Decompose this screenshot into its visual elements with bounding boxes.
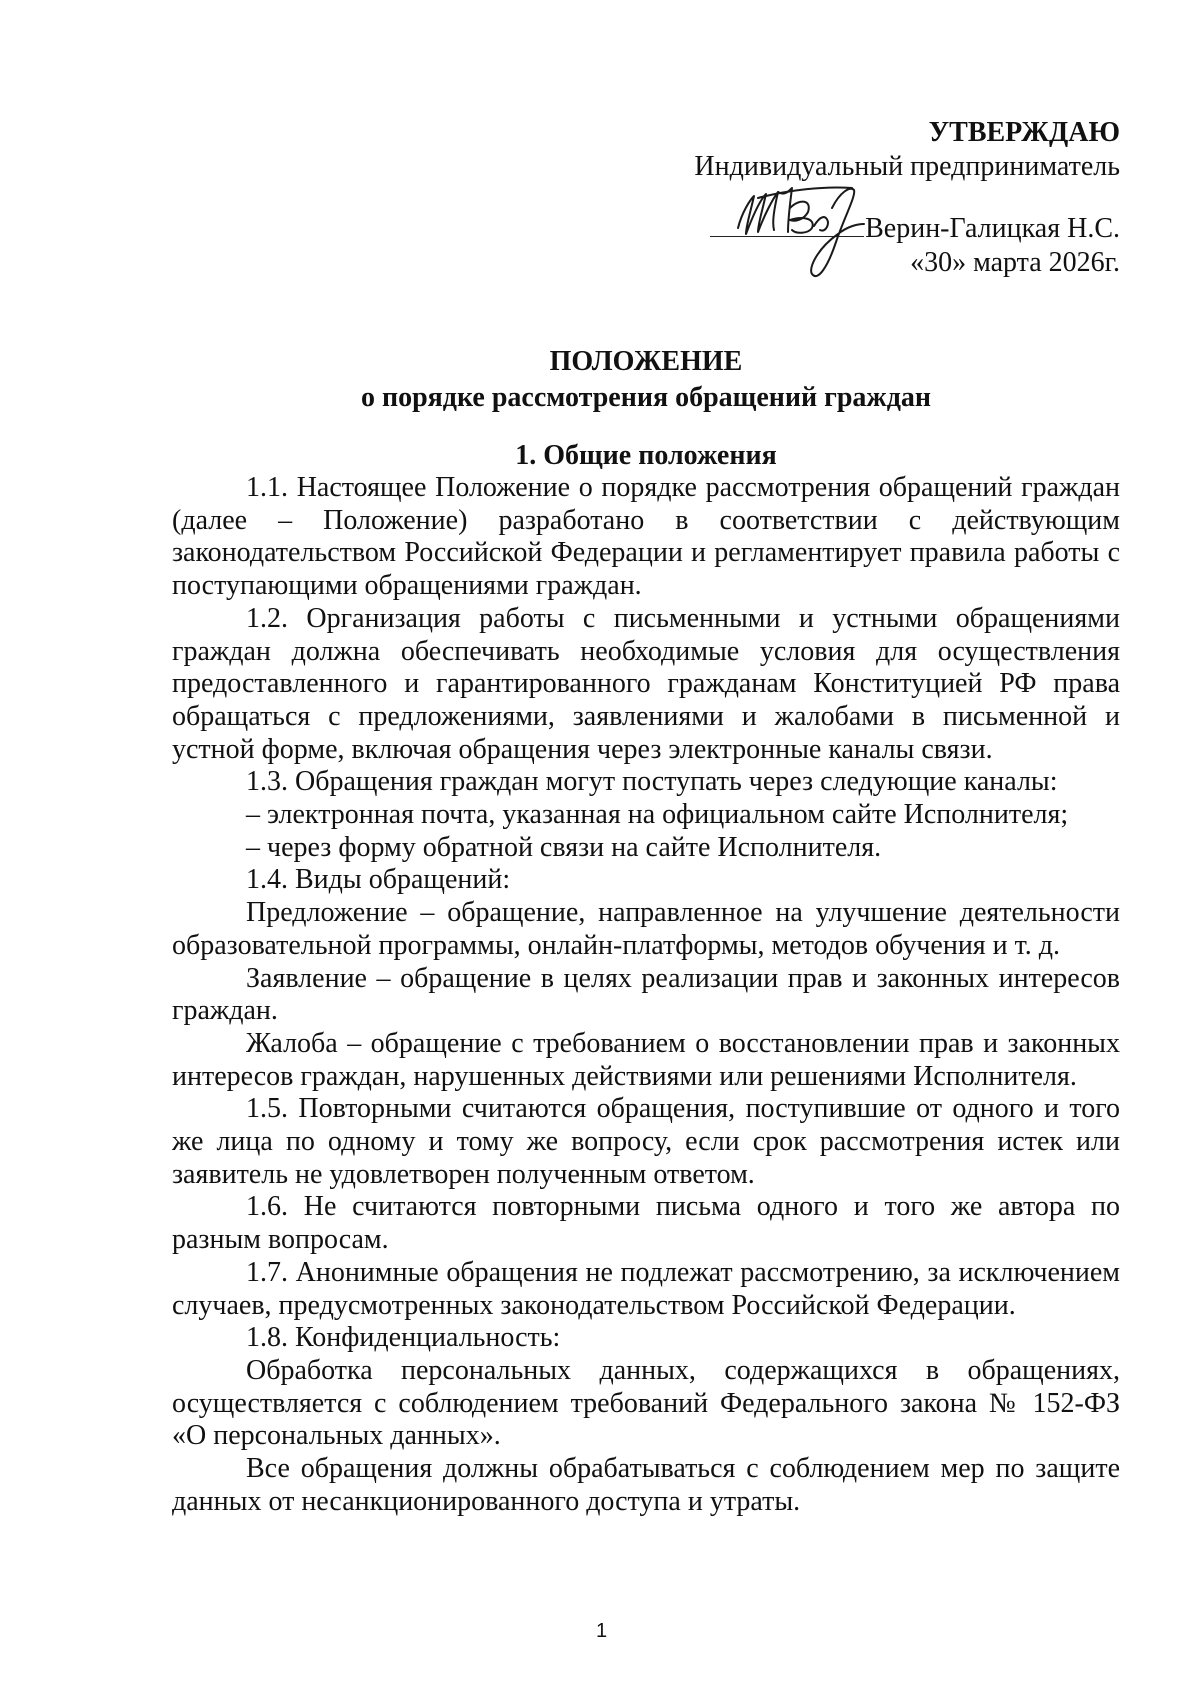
section-title: 1. Общие положения — [515, 440, 777, 471]
paragraph-1-7: 1.7. Анонимные обращения не подлежат рассмотрению, за исключением случаев, предусмотренных законодательством Российской Федерации. — [172, 1256, 1120, 1321]
list-item-email: – электронная почта, указанная на официальном сайте Исполнителя; — [246, 799, 1069, 831]
paragraph-1-5: 1.5. Повторными считаются обращения, поступившие от одного и того же лица по одному и тому же вопросу, если срок рассмотрения истек или заявитель не удовлетворен полученным ответом. — [172, 1093, 1120, 1190]
document-heading — [172, 344, 1120, 416]
paragraph-1-8: 1.8. Конфиденциальность: — [246, 1322, 561, 1354]
document-title: ПОЛОЖЕНИЕ — [549, 346, 743, 377]
definition-complaint: Жалоба – обращение с требованием о восстановлении прав и законных интересов граждан, нарушенных действиями или решениями Исполнителя. — [172, 1027, 1120, 1092]
data-protection-paragraph: Все обращения должны обрабатываться с соблюдением мер по защите данных от несанкционированного доступа и утраты. — [172, 1453, 1120, 1517]
handwritten-signature — [728, 178, 868, 298]
paragraph-1-6: 1.6. Не считаются повторными письма одного и того же автора по разным вопросам. — [172, 1191, 1120, 1256]
definition-statement: Заявление – обращение в целях реализации прав и законных интересов граждан. — [172, 962, 1120, 1027]
section-body — [172, 472, 1120, 1519]
personal-data-paragraph: Обработка персональных данных, содержащихся в обращениях, осуществляется с соблюдением требований Федерального закона № 152-ФЗ «О персональных данных». — [172, 1354, 1120, 1452]
paragraph-1-3: 1.3. Обращения граждан могут поступать через следующие каналы: — [246, 766, 1058, 798]
document-subtitle: о порядке рассмотрения обращений граждан — [360, 382, 932, 413]
paragraph-1-2: 1.2. Организация работы с письменными и устными обращениями граждан должна обеспечивать необходимые условия для осуществления предоставленного и гарантированного гражданам Конституцией РФ права обращаться с предложениями, заявлениями и жалобами в письменной и устной форме, включая обращения через электронные каналы связи. — [172, 602, 1120, 765]
approver-position: Индивидуальный предприниматель — [694, 151, 1120, 182]
definition-proposal: Предложение – обращение, направленное на улучшение деятельности образовательной программы, онлайн-платформы, методов обучения и т. д. — [172, 897, 1120, 961]
paragraph-1-1: 1.1. Настоящее Положение о порядке рассмотрения обращений граждан (далее – Положение) разработано в соответствии с действующим законодательством Российской Федерации и регламентирует правила работы с поступающими обращениями граждан. — [172, 472, 1120, 602]
approval-title: УТВЕРЖДАЮ — [928, 117, 1120, 148]
page-number: 1 — [595, 1620, 608, 1642]
list-item-feedback-form: – через форму обратной связи на сайте Исполнителя. — [246, 831, 882, 863]
approver-name: Верин-Галицкая Н.С. — [865, 213, 1120, 244]
paragraph-1-4: 1.4. Виды обращений: — [246, 864, 511, 896]
approval-date: «30» марта 2026г. — [910, 247, 1120, 278]
